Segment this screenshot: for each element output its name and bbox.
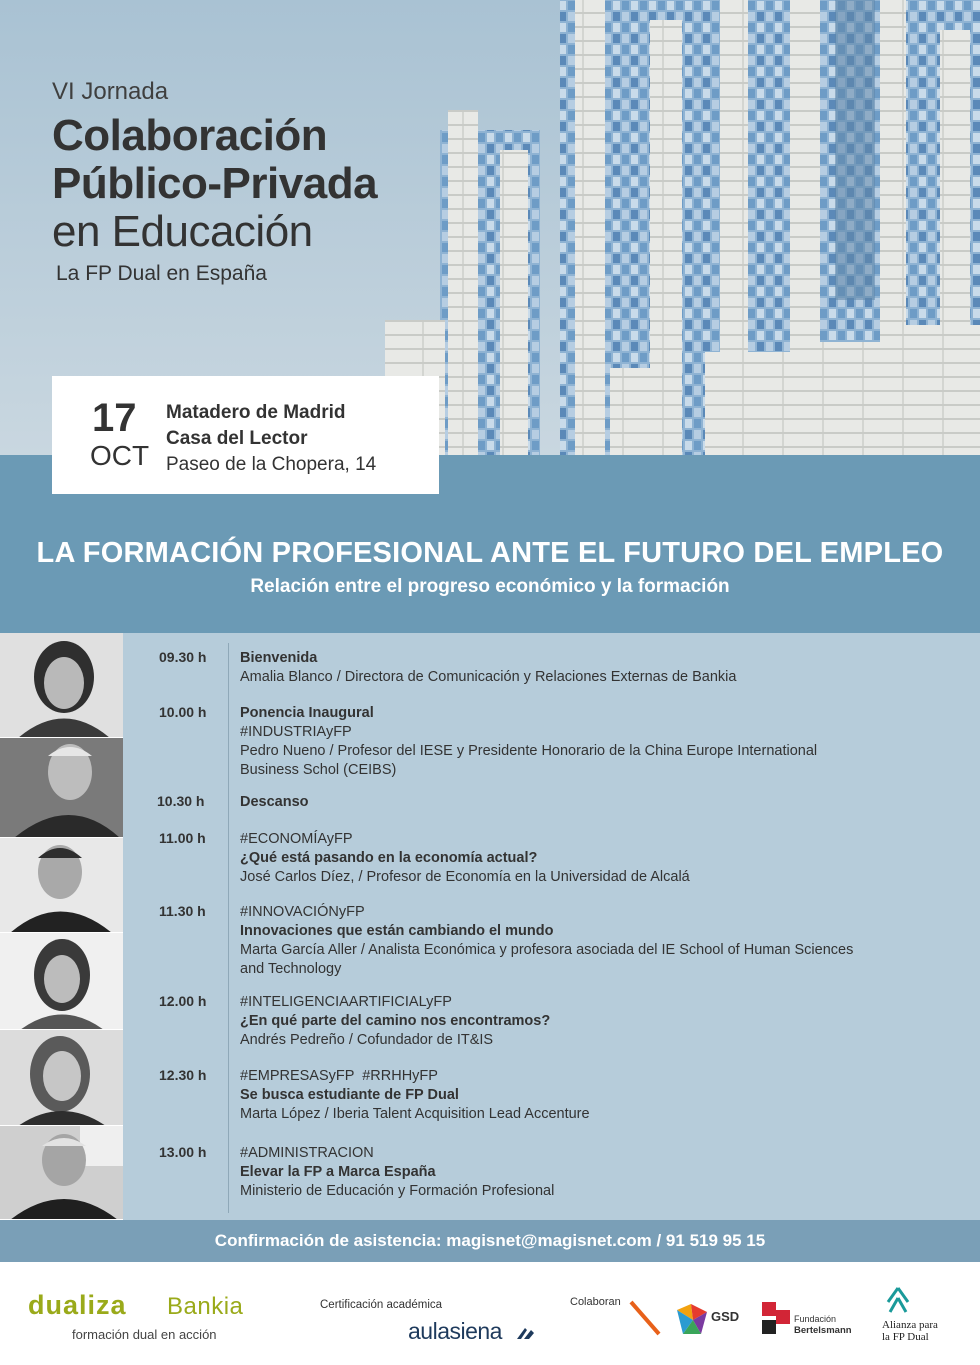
agenda-content bbox=[240, 1144, 920, 1201]
venue-line-1: Matadero de Madrid bbox=[166, 402, 346, 423]
bertelsmann-label: Bertelsmann bbox=[794, 1325, 852, 1336]
speaker-line: Pedro Nueno / Profesor del IESE y Presidente Honorario de la China Europe International bbox=[240, 743, 818, 759]
title-line-1: Colaboración bbox=[52, 111, 328, 160]
slash-logo-icon bbox=[627, 1298, 663, 1338]
dualiza-logo: dualiza bbox=[28, 1290, 127, 1320]
agenda-content bbox=[240, 704, 920, 780]
speaker-photo bbox=[0, 633, 123, 738]
collaborators-label: Colaboran bbox=[570, 1296, 621, 1308]
bertelsmann-logo-icon bbox=[760, 1300, 792, 1336]
agenda-time: 09.30 h bbox=[159, 649, 207, 665]
agenda-content bbox=[240, 993, 920, 1050]
agenda-content bbox=[240, 903, 920, 979]
session-title: ¿Qué está pasando en la economía actual? bbox=[240, 850, 538, 866]
alianza-label-1: Alianza para bbox=[882, 1319, 938, 1331]
hashtag: #ADMINISTRACION bbox=[240, 1145, 374, 1161]
rsvp-bar[interactable]: Confirmación de asistencia: magisnet@magisnet.com / 91 519 95 15 bbox=[0, 1220, 980, 1262]
aulasiena-swoosh-icon bbox=[517, 1326, 535, 1340]
speaker-line: Ministerio de Educación y Formación Profesional bbox=[240, 1183, 555, 1199]
aulasiena-logo: aulasiena bbox=[408, 1318, 502, 1344]
pre-title: VI Jornada bbox=[52, 78, 169, 105]
event-title-block bbox=[52, 78, 377, 286]
speaker-line: Marta López / Iberia Talent Acquisition Lead Accenture bbox=[240, 1106, 590, 1122]
session-title: Ponencia Inaugural bbox=[240, 705, 374, 721]
venue-address: Paseo de la Chopera, 14 bbox=[166, 454, 377, 475]
speaker-photo bbox=[0, 1126, 123, 1220]
hashtag: #INDUSTRIAyFP bbox=[240, 724, 352, 740]
fundacion-label: Fundación bbox=[794, 1314, 837, 1324]
date-venue-box bbox=[52, 376, 439, 494]
title-line-2: Público-Privada bbox=[52, 159, 378, 208]
hashtag: #INTELIGENCIAARTIFICIALyFP bbox=[240, 994, 452, 1010]
agenda-content bbox=[240, 1067, 920, 1124]
agenda-time: 11.00 h bbox=[159, 830, 206, 846]
speaker-line: and Technology bbox=[240, 961, 342, 977]
bankia-logo: Bankia bbox=[167, 1293, 244, 1320]
speaker-photo bbox=[0, 838, 123, 933]
agenda-section bbox=[0, 633, 980, 1220]
speaker-line: Business Schol (CEIBS) bbox=[240, 762, 397, 778]
agenda-time: 11.30 h bbox=[159, 903, 206, 919]
event-day: 17 bbox=[92, 396, 137, 440]
certification-label: Certificación académica bbox=[320, 1299, 443, 1311]
footer-logos bbox=[0, 1262, 980, 1365]
session-title: Descanso bbox=[240, 794, 309, 810]
session-title: Elevar la FP a Marca España bbox=[240, 1164, 436, 1180]
agenda-time: 10.30 h bbox=[157, 793, 205, 809]
banner-subtitle: Relación entre el progreso económico y la formación bbox=[250, 576, 730, 597]
alianza-label-2: la FP Dual bbox=[882, 1331, 929, 1343]
speaker-photo bbox=[0, 1030, 123, 1126]
alianza-logo-icon bbox=[882, 1286, 914, 1318]
agenda-content bbox=[240, 649, 920, 687]
speaker-line: Andrés Pedreño / Cofundador de IT&IS bbox=[240, 1032, 494, 1048]
gsd-logo-text: GSD bbox=[711, 1309, 740, 1324]
venue-line-2: Casa del Lector bbox=[166, 428, 308, 449]
agenda-content bbox=[240, 793, 920, 812]
speaker-line: José Carlos Díez, / Profesor de Economía en la Universidad de Alcalá bbox=[240, 869, 690, 885]
hero-subtitle: La FP Dual en España bbox=[56, 262, 267, 285]
gsd-logo-icon bbox=[673, 1302, 711, 1338]
banner-title: LA FORMACIÓN PROFESIONAL ANTE EL FUTURO DEL EMPLEO bbox=[36, 537, 944, 569]
agenda-time: 12.30 h bbox=[159, 1067, 207, 1083]
hashtag: #ECONOMÍAyFP bbox=[240, 831, 353, 847]
title-line-3: en Educación bbox=[52, 207, 313, 256]
speaker-line: Amalia Blanco / Directora de Comunicación y Relaciones Externas de Bankia bbox=[240, 669, 737, 685]
speaker-photo bbox=[0, 933, 123, 1030]
agenda-time: 10.00 h bbox=[159, 704, 207, 720]
session-title: Innovaciones que están cambiando el mundo bbox=[240, 923, 554, 939]
agenda-time: 13.00 h bbox=[159, 1144, 207, 1160]
session-title: Bienvenida bbox=[240, 650, 318, 666]
event-month: OCT bbox=[90, 440, 150, 471]
session-title: ¿En qué parte del camino nos encontramos? bbox=[240, 1013, 551, 1029]
agenda-content bbox=[240, 830, 920, 887]
hashtag: #EMPRESASyFP #RRHHyFP bbox=[240, 1068, 438, 1084]
speaker-line: Marta García Aller / Analista Económica y profesora asociada del IE School of Human Sciences bbox=[240, 942, 854, 958]
venue bbox=[166, 400, 376, 478]
speaker-photo bbox=[0, 738, 123, 838]
hashtag: #INNOVACIÓNyFP bbox=[240, 904, 365, 920]
speaker-photos bbox=[0, 633, 123, 1220]
session-title: Se busca estudiante de FP Dual bbox=[240, 1087, 459, 1103]
dualiza-tagline: formación dual en acción bbox=[72, 1327, 217, 1342]
agenda-divider bbox=[228, 643, 229, 1213]
agenda-time: 12.00 h bbox=[159, 993, 207, 1009]
